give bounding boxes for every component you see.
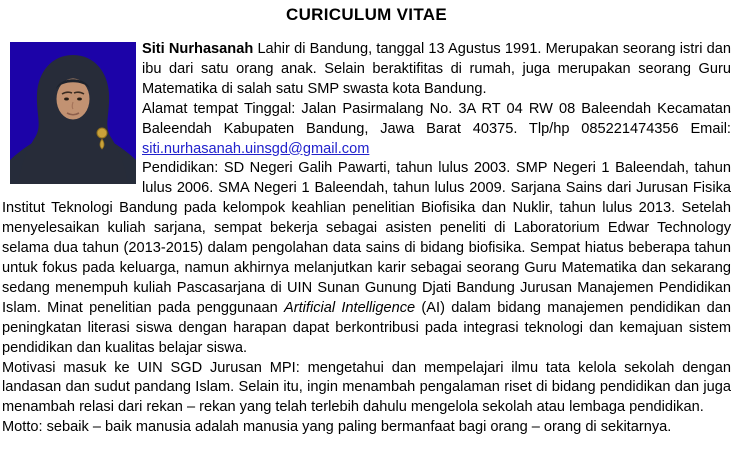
profile-photo [10, 42, 136, 184]
education-text-1: Pendidikan: SD Negeri Galih Pawarti, tahun lulus 2003. SMP Negeri 1 Baleendah, tahun lulus 2006. SMA Negeri 1 Baleendah, tahun lulus 2009. Sarjana Sains dari Jurusan Fisika Institut Teknologi Bandung pada kelompok keahlian penelitian Biofisika dan Nuklir, tahun lulus 2013. Setelah menyelesaikan kuliah sarjana, sempat bekerja sebagai asisten peneliti di Laboratorium Edwar Technology selama dua tahun (2013-2015) dalam pengolahan data sains di bidang biofisika. Sempat hiatus beberapa tahun untuk fokus pada keluarga, namun akhirnya melanjutkan karir sebagai seorang Guru Matematika dan sekarang sedang menempuh kuliah Pascasarjana di UIN Sunan Gunung Djati Bandung Jurusan Manajemen Pendidikan Islam. Minat penelitian pada penggunaan [2, 160, 731, 316]
paragraph-motto: Motto: sebaik – baik manusia adalah manusia yang paling bermanfaat bagi orang – orang di sekitarnya. [2, 419, 672, 436]
person-name: Siti Nurhasanah [142, 41, 254, 57]
paragraph-education [2, 159, 731, 358]
page-title: CURICULUM VITAE [286, 5, 447, 24]
address-text: Alamat tempat Tinggal: Jalan Pasirmalang No. 3A RT 04 RW 08 Baleendah Kecamatan Baleendah Kabupaten Bandung, Jawa Barat 40375. Tlp/hp 085221474356 Email: [142, 100, 731, 137]
education-italic-term: Artificial Intelligence [284, 299, 416, 316]
cv-body [0, 40, 733, 438]
profile-photo-illustration [10, 42, 136, 184]
email-link[interactable]: siti.nurhasanah.uinsgd@gmail.com [142, 140, 370, 157]
education-text-2: (AI) dalam bidang manajemen pendidikan dan peningkatan literasi siswa dengan harapan dapat berkontribusi pada integrasi teknologi dan kemajuan sistem pendidikan dan kualitas belajar siswa. [2, 299, 731, 356]
intro-text: Lahir di Bandung, tanggal 13 Agustus 1991. Merupakan seorang istri dan ibu dari satu orang anak. Selain beraktifitas di rumah, juga merupakan seorang Guru Matematika di salah satu SMP swasta kota Bandung. [142, 41, 732, 97]
paragraph-motivation: Motivasi masuk ke UIN SGD Jurusan MPI: mengetahui dan mempelajari ilmu tata kelola sekolah dengan landasan dan sudut pandang Islam. Selain itu, ingin menambah pengalaman riset di bidang pendidikan dan juga menambah relasi dari rekan – rekan yang telah terlebih dahulu mengelola sekolah atau lembaga pendidikan. [2, 359, 731, 416]
